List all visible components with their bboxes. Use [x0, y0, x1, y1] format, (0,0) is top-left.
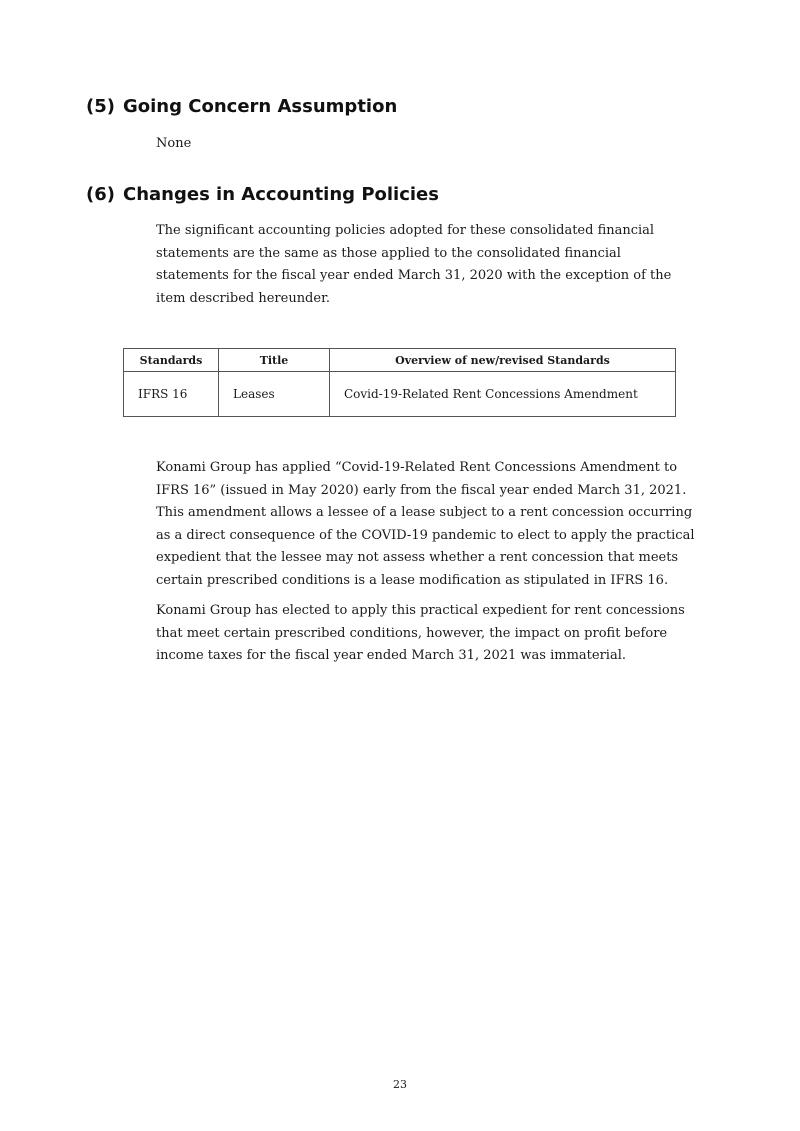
table-header-title: Title	[219, 349, 330, 372]
paragraph-expedient-elected: Konami Group has elected to apply this practical expedient for rent concessions that meet certain prescribed conditions, however, the impact on profit before income taxes for the fiscal year ended March 31, 2021 was immaterial.	[156, 603, 685, 663]
paragraph-amendment-applied: Konami Group has applied “Covid-19-Related Rent Concessions Amendment to IFRS 16” (issued in May 2020) early from the fiscal year ended March 31, 2021. This amendment allows a lessee of a lease subject to a rent concession occurring as a direct consequence of the COVID-19 pandemic to elect to apply the practical expedient that the lessee may not assess whether a rent concession that meets certain prescribed conditions is a lease modification as stipulated in IFRS 16.	[156, 460, 695, 588]
section-number: (5)	[86, 96, 115, 117]
standards-table	[123, 348, 676, 417]
table-header-overview: Overview of new/revised Standards	[330, 349, 676, 372]
accounting-policies-intro: The significant accounting policies adopted for these consolidated financial statements are the same as those applied to the consolidated financial statements for the fiscal year ended March 31, 2020 with the exception of the item described hereunder.	[156, 223, 672, 306]
table-header-row	[124, 349, 676, 372]
section-number: (6)	[86, 184, 115, 205]
section-title: Going Concern Assumption	[123, 96, 398, 117]
table-cell-overview: Covid-19-Related Rent Concessions Amendment	[330, 372, 676, 417]
section-heading-going-concern	[86, 96, 397, 118]
table-row	[124, 372, 676, 417]
table-cell-standard: IFRS 16	[124, 372, 219, 417]
going-concern-text: None	[156, 136, 192, 151]
section-title: Changes in Accounting Policies	[123, 184, 439, 205]
table-cell-title: Leases	[219, 372, 330, 417]
page-number: 23	[393, 1078, 407, 1091]
section-heading-accounting-policies	[86, 184, 439, 206]
table-header-standards: Standards	[124, 349, 219, 372]
